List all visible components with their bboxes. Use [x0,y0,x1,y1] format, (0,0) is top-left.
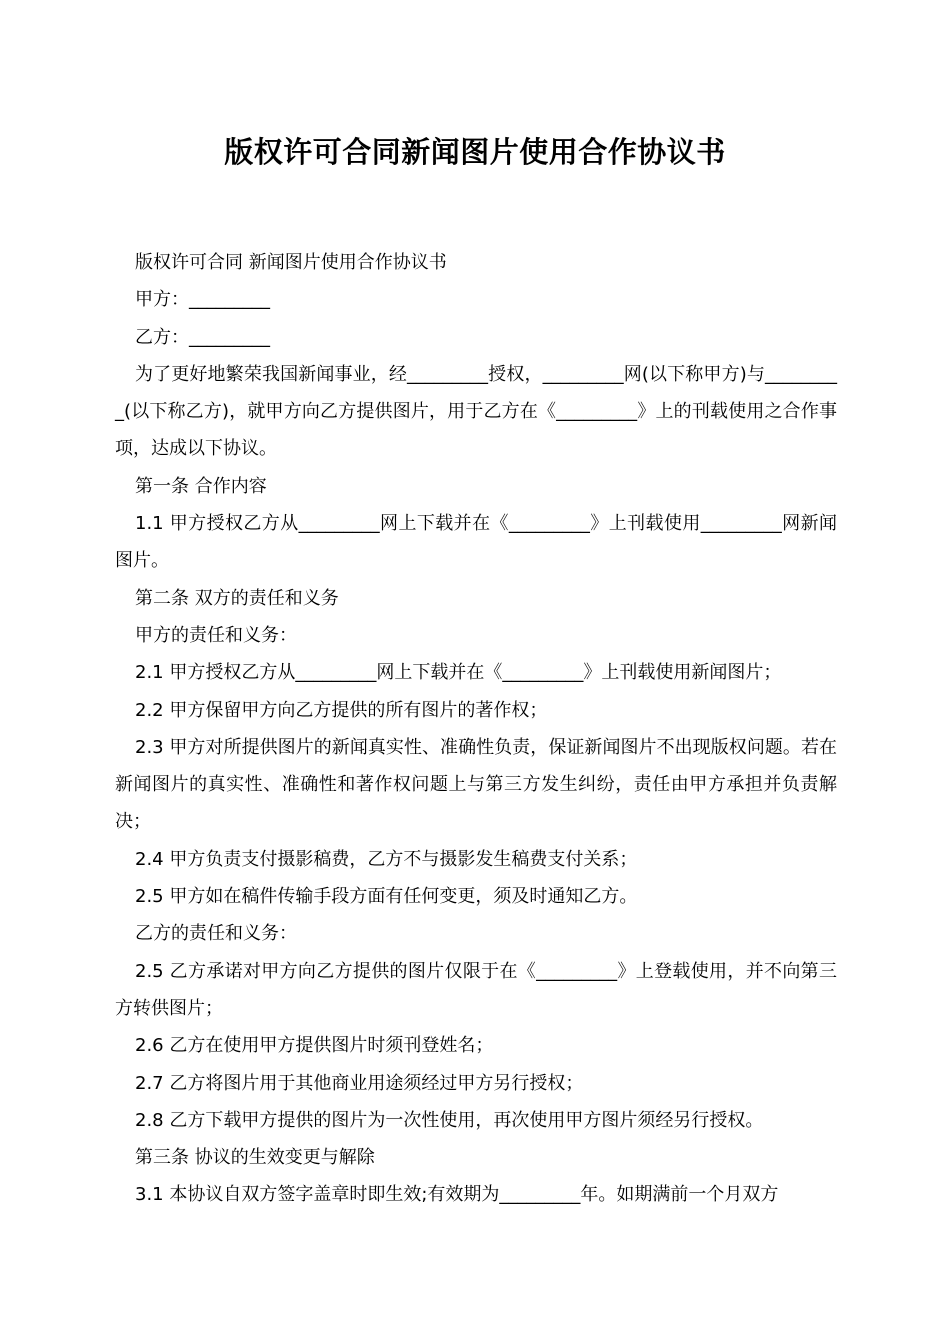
subtitle-paragraph: 版权许可合同 新闻图片使用合作协议书 [135,252,447,273]
clause-2-5-party-a: 2.5 甲方如在稿件传输手段方面有任何变更，须及时通知乙方。 [135,886,638,908]
clause-2-4: 2.4 甲方负责支付摄影稿费，乙方不与摄影发生稿费支付关系； [135,848,638,870]
clause-2-8: 2.8 乙方下载甲方提供的图片为一次性使用，再次使用甲方图片须经另行授权。 [135,1109,764,1131]
article-1-heading: 第一条 合作内容 [135,475,267,497]
document-body [115,244,837,1214]
clause-1-1: 1.1 甲方授权乙方从_________网上下载并在《_________》上刊载使用_________网新闻图片。 [115,513,837,572]
preamble-paragraph: 为了更好地繁荣我国新闻事业，经_________授权，_________网(以下称甲方)与_________(以下称乙方)，就甲方向乙方提供图片，用于乙方在《_________》上的刊载使用之合作事项，达成以下协议。 [115,363,837,460]
party-b-duties-heading: 乙方的责任和义务： [135,923,297,945]
clause-2-5-party-b: 2.5 乙方承诺对甲方向乙方提供的图片仅限于在《_________》上登载使用，并不向第三方转供图片； [115,960,837,1019]
clause-2-2: 2.2 甲方保留甲方向乙方提供的所有图片的著作权； [135,699,548,721]
party-a-line: 甲方：_________ [135,289,270,311]
party-b-line: 乙方：_________ [135,326,270,348]
article-3-heading: 第三条 协议的生效变更与解除 [135,1147,375,1169]
clause-2-3: 2.3 甲方对所提供图片的新闻真实性、准确性负责，保证新闻图片不出现版权问题。若在新闻图片的真实性、准确性和著作权问题上与第三方发生纠纷，责任由甲方承担并负责解决； [115,736,837,833]
clause-3-1: 3.1 本协议自双方签字盖章时即生效;有效期为_________年。如期满前一个月双方 [135,1184,779,1206]
clause-2-1: 2.1 甲方授权乙方从_________网上下载并在《_________》上刊载使用新闻图片； [135,662,782,684]
clause-2-7: 2.7 乙方将图片用于其他商业用途须经过甲方另行授权； [135,1072,584,1094]
document-title: 版权许可合同新闻图片使用合作协议书 [224,135,726,169]
party-a-duties-heading: 甲方的责任和义务： [135,624,297,646]
clause-2-6: 2.6 乙方在使用甲方提供图片时须刊登姓名； [135,1035,494,1057]
article-2-heading: 第二条 双方的责任和义务 [135,587,339,609]
